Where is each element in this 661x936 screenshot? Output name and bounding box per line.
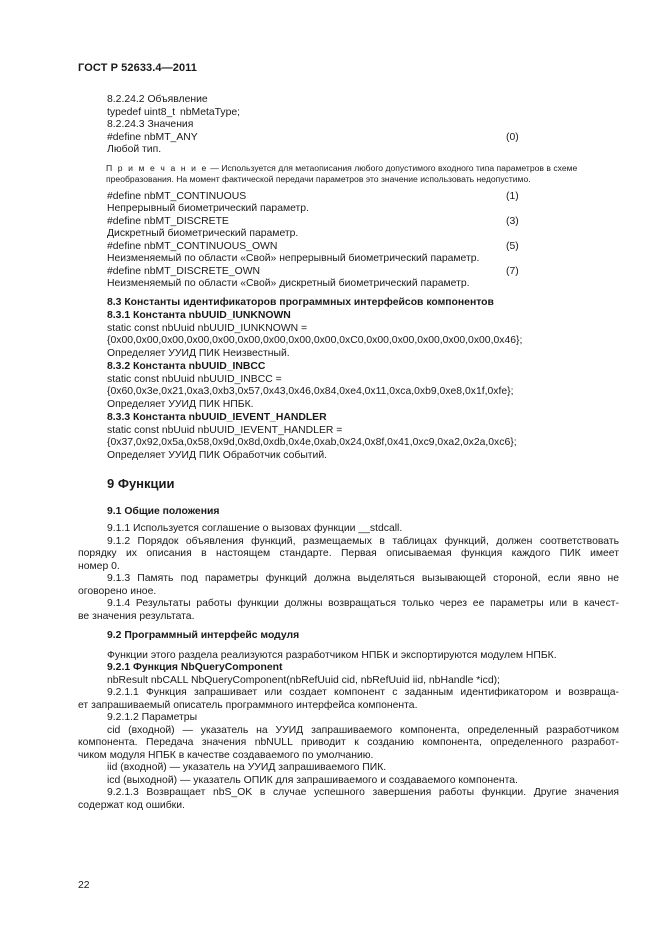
define-continuous-own [107, 241, 619, 254]
ievent-handler-value: {0x37,0x92,0x5a,0x58,0x9d,0x8d,0xdb,0x4e,0xab,0x24,0x8f,0x41,0xc9,0xa2,0x2a,0xc6}; [107, 437, 517, 448]
define-discrete-own-text: #define nbMT_DISCRETE_OWN [107, 265, 261, 277]
para-9-2-1-1-line-1: 9.2.1.1 Функция запрашивает или создает компонент с заданным идентификатором и возвраща- [107, 687, 619, 698]
define-discrete [107, 216, 619, 229]
define-discrete-own-value: (7) [506, 265, 519, 277]
section-8-3-2-title: 8.3.2 Константа nbUUID_INBCC [107, 361, 266, 372]
para-9-1-2-line-1: 9.1.2 Порядок объявления функций, размещаемых в таблицах функций, должен соответствовать [107, 535, 619, 547]
define-continuous-desc: Непрерывный биометрический параметр. [107, 203, 309, 214]
param-icd: icd (выходной) — указатель ОПИК для запрашиваемого и создаваемого компонента. [107, 774, 518, 786]
nbquerycomponent-signature: nbResult nbCALL NbQueryComponent(nbRefUuid cid, nbRefUuid iid, nbHandle *icd); [107, 674, 500, 686]
section-8-3-3-title: 8.3.3 Константа nbUUID_IEVENT_HANDLER [107, 412, 327, 423]
inbcc-value: {0x60,0x3e,0x21,0xa3,0xb3,0x57,0x43,0x46,0x84,0xe4,0x11,0xca,0xb9,0xe8,0x1f,0xfe}; [107, 386, 514, 397]
document-header: ГОСТ Р 52633.4—2011 [78, 62, 198, 74]
section-9-2-title: 9.2 Программный интерфейс модуля [107, 630, 300, 641]
iunknown-decl: static const nbUuid nbUUID_IUNKNOWN = [107, 322, 308, 334]
define-any-desc: Любой тип. [107, 144, 162, 155]
para-9-2-intro: Функции этого раздела реализуются разработчиком НПБК и экспортируются модулем НПБК. [107, 649, 557, 661]
inbcc-decl: static const nbUuid nbUUID_INBCC = [107, 373, 282, 385]
para-9-2-1-2: 9.2.1.2 Параметры [107, 712, 198, 723]
iunknown-desc: Определяет УУИД ПИК Неизвестный. [107, 347, 290, 359]
note-text-1: — Используется для метаописания любого допустимого входного типа параметров в схеме [207, 162, 578, 173]
param-cid-line-3: чиком модуля НПБК в качестве создаваемого по умолчанию. [78, 749, 374, 761]
iunknown-value: {0x00,0x00,0x00,0x00,0x00,0x00,0x00,0x00,0x00,0xC0,0x00,0x00,0x00,0x00,0x00,0x46}; [107, 335, 523, 346]
define-discrete-desc: Дискретный биометрический параметр. [107, 228, 299, 239]
chapter-9-title: 9 Функции [107, 476, 175, 491]
define-continuous-own-desc: Неизменяемый по области «Свой» непрерывный биометрический параметр. [107, 253, 480, 264]
page-number: 22 [78, 880, 90, 891]
ievent-handler-decl: static const nbUuid nbUUID_IEVENT_HANDLER = [107, 424, 343, 436]
define-discrete-own-desc: Неизменяемый по области «Свой» дискретный биометрический параметр. [107, 278, 470, 289]
para-9-1-2-line-2: порядку их описания в настоящем стандарте. Первая описываемая функция каждого ПИК имеет [78, 548, 619, 559]
define-discrete-own [107, 266, 619, 279]
note-line-1 [106, 163, 619, 175]
define-continuous-own-text: #define nbMT_CONTINUOUS_OWN [107, 240, 278, 252]
para-9-2-1-3-line-2: содержат код ошибки. [78, 799, 185, 811]
define-any-text: #define nbMT_ANY [107, 131, 198, 143]
note-line-2: преобразования. На момент фактической передачи параметров это значение использовать недопустимо. [106, 174, 531, 184]
para-9-2-1-3-line-1: 9.2.1.3 Возвращает nbS_OK в случае успешного завершения работы функции. Другие значения [107, 787, 619, 798]
para-9-2-1-1-line-2: ет запрашиваемый описатель программного интерфейса компонента. [78, 699, 418, 711]
section-8-2-24-2: 8.2.24.2 Объявление [107, 94, 208, 105]
section-8-2-24-3: 8.2.24.3 Значения [107, 119, 194, 130]
typedef-keyword: typedef uint8_t [107, 106, 176, 118]
section-8-3-1-title: 8.3.1 Константа nbUUID_IUNKNOWN [107, 310, 291, 321]
page-content [78, 94, 619, 812]
para-9-1-1: 9.1.1 Используется соглашение о вызовах функции __stdcall. [107, 523, 403, 534]
para-9-1-3-line-2: оговорено иное. [78, 585, 157, 597]
define-continuous-value: (1) [506, 190, 519, 202]
note-block [106, 163, 619, 186]
note-label: П р и м е ч а н и е [106, 162, 208, 173]
section-8-3-title: 8.3 Константы идентификаторов программных интерфейсов компонентов [107, 296, 494, 308]
define-discrete-text: #define nbMT_DISCRETE [107, 215, 229, 227]
param-cid-line-2: компонента. Передача значения nbNULL приводит к созданию компонента, определенного разработ- [78, 737, 619, 748]
define-continuous [107, 191, 619, 204]
define-any-value: (0) [506, 131, 519, 143]
define-any [107, 132, 619, 145]
section-9-1-title: 9.1 Общие положения [107, 505, 220, 517]
define-continuous-own-value: (5) [506, 240, 519, 252]
para-9-1-3-line-1: 9.1.3 Память под параметры функций должна выделяться вызывающей стороной, если явно не [107, 573, 619, 584]
para-9-1-4-line-1: 9.1.4 Результаты работы функции должны возвращаться только через ее параметры или в качест- [107, 598, 619, 609]
param-iid: iid (входной) — указатель на УУИД запрашиваемого ПИК. [107, 762, 387, 773]
para-9-1-4-line-2: ве значения результата. [78, 610, 195, 622]
define-discrete-value: (3) [506, 215, 519, 227]
inbcc-desc: Определяет УУИД ПИК НПБК. [107, 398, 254, 410]
typedef-line [107, 107, 619, 120]
ievent-handler-desc: Определяет УУИД ПИК Обработчик событий. [107, 449, 328, 461]
section-9-2-1-title: 9.2.1 Функция NbQueryComponent [107, 662, 283, 673]
define-continuous-text: #define nbMT_CONTINUOUS [107, 190, 247, 202]
param-cid-line-1: cid (входной) — указатель на УУИД запрашиваемого компонента, определенный разработчиком [107, 724, 619, 736]
typedef-name: nbMetaType; [180, 106, 241, 118]
para-9-1-2-line-3: номер 0. [78, 560, 120, 572]
